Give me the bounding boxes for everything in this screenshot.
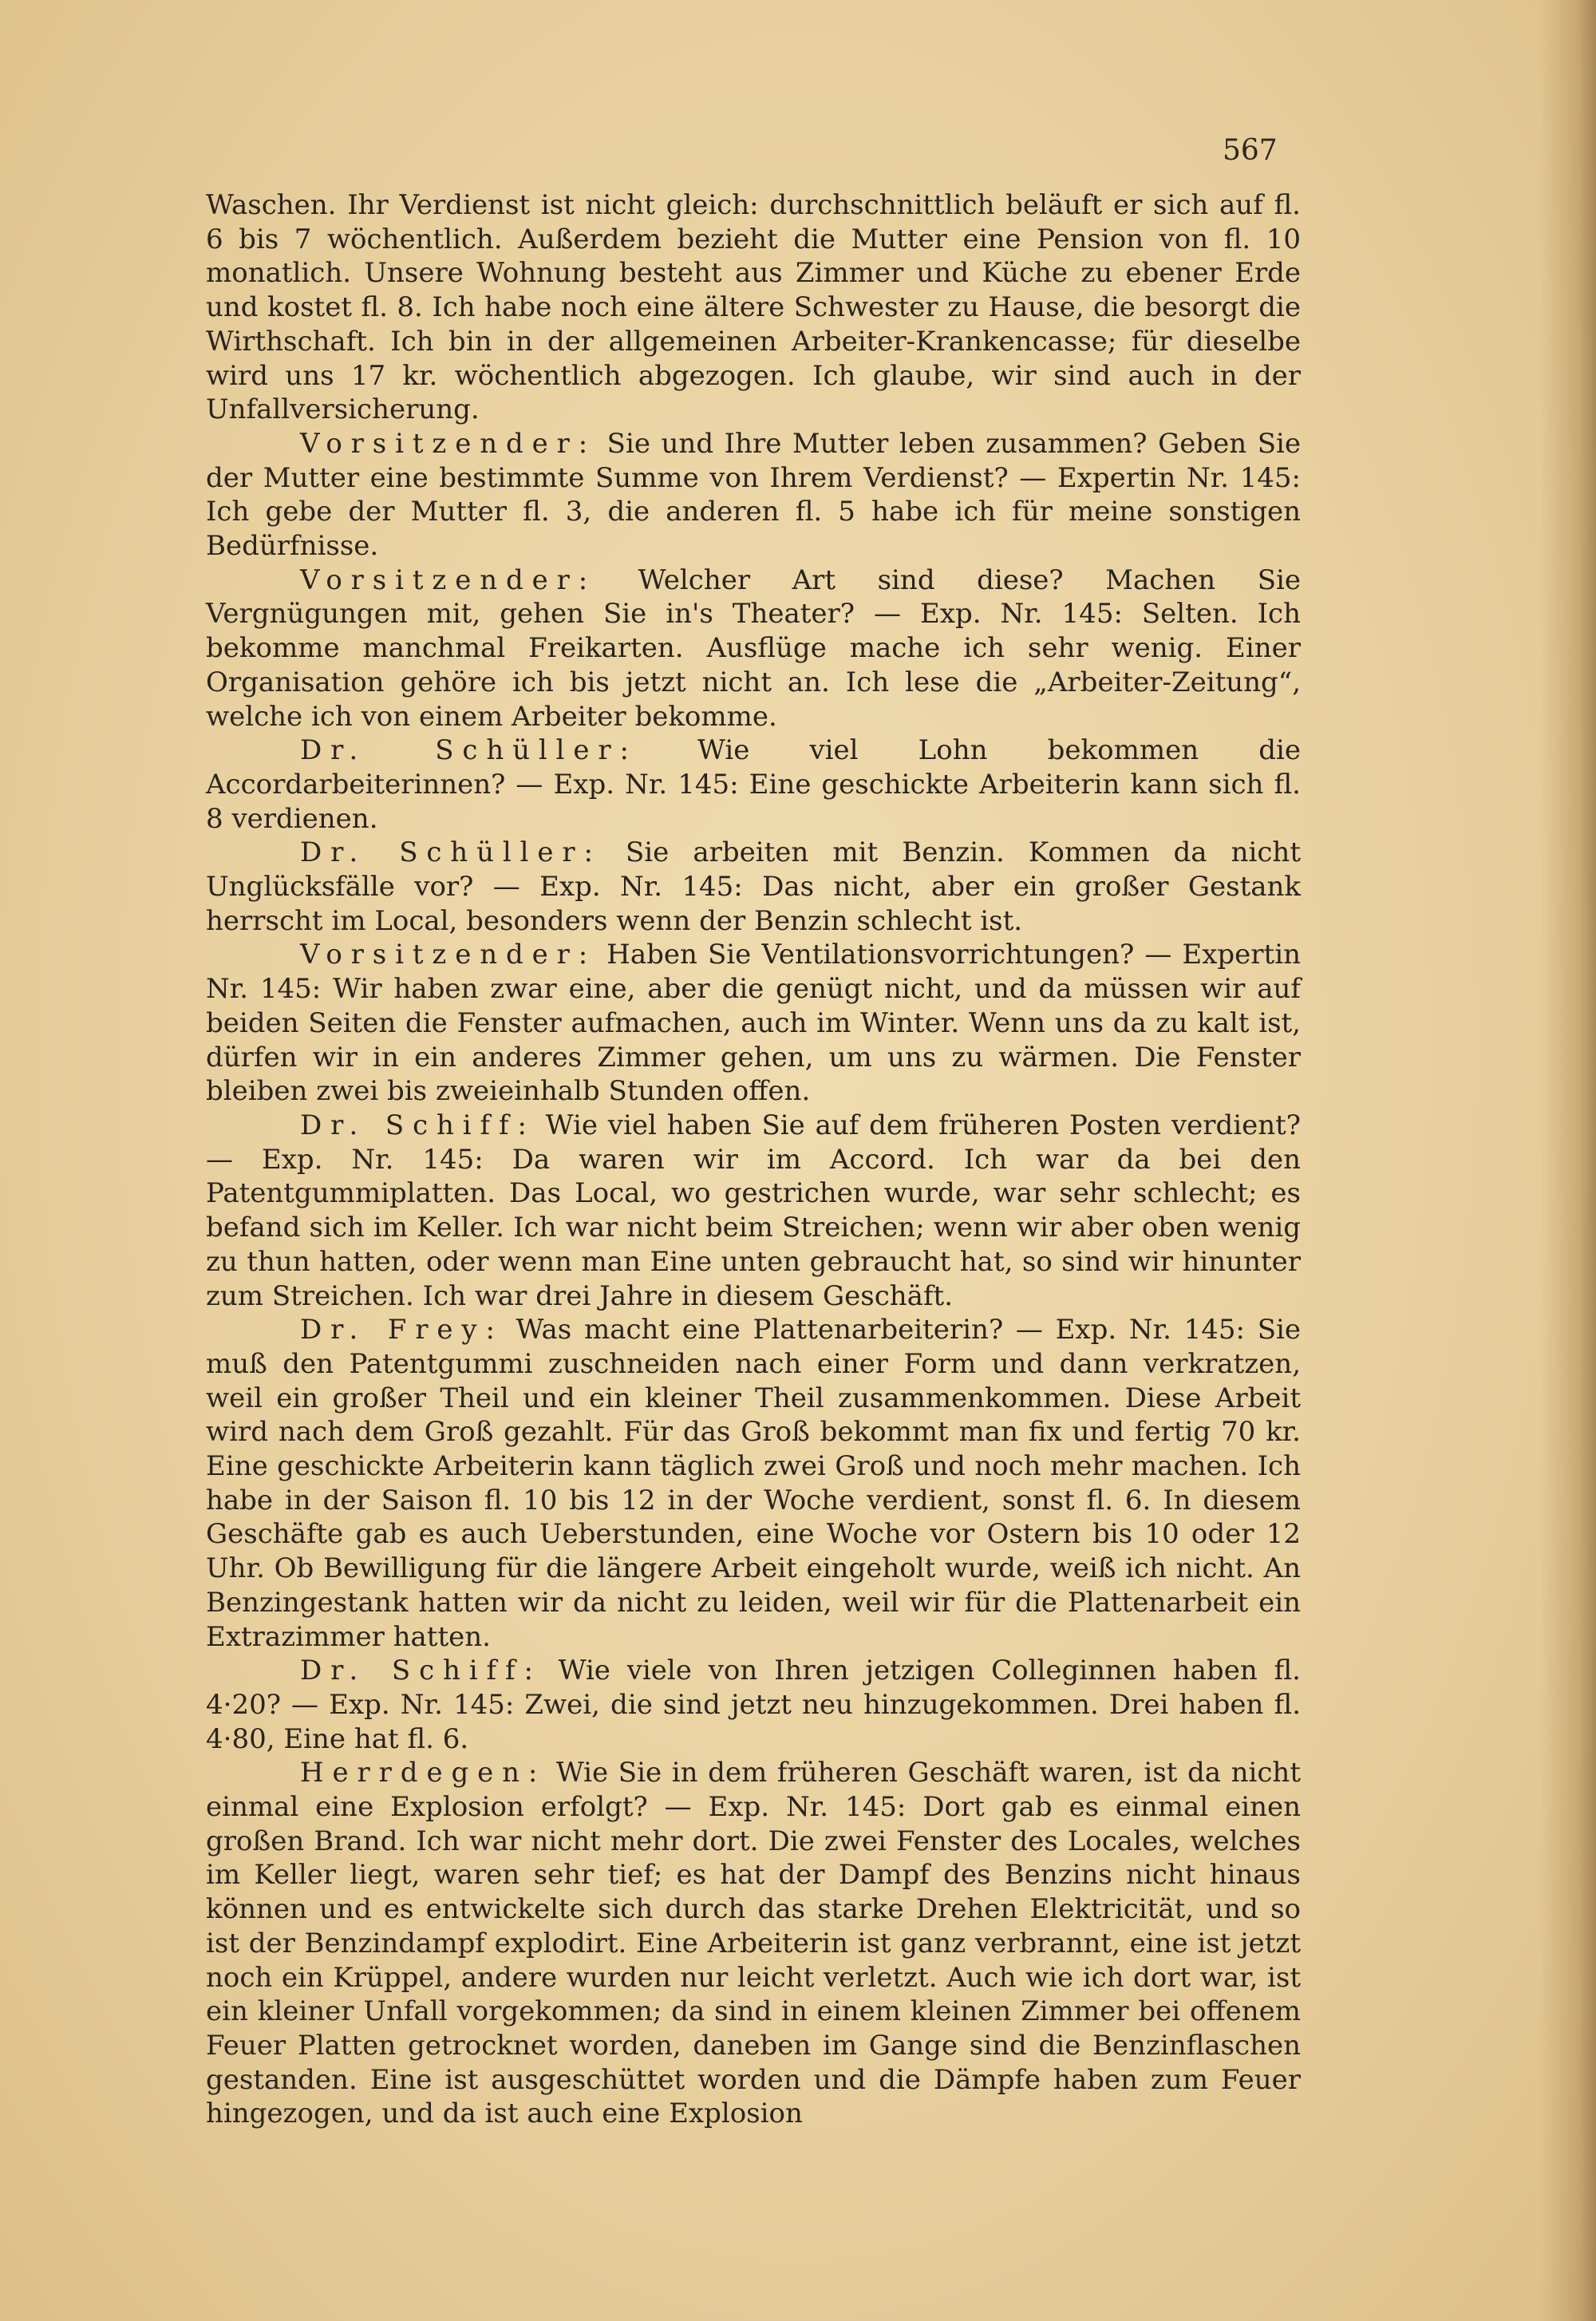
speaker-name: Dr. Schüller: xyxy=(300,836,602,869)
paragraph xyxy=(206,427,1301,563)
paragraph xyxy=(206,733,1301,836)
speaker-name: Herrdegen: xyxy=(300,1757,547,1789)
speaker-name: Dr. Schiff: xyxy=(300,1655,542,1687)
speaker-name: Vorsitzender: xyxy=(300,563,597,596)
paragraph xyxy=(206,1109,1301,1313)
body-text xyxy=(206,188,1301,2131)
paragraph xyxy=(206,1654,1301,1756)
paragraph-text: Sie arbeiten mit Benzin. Kommen da nicht Unglücksfälle vor? — Exp. Nr. 145: Das nicht, aber ein großer Gestank herrscht im Local, besonders wenn der Benzin schlecht ist. xyxy=(206,836,1301,937)
paragraph-text: Was macht eine Plattenarbeiterin? — Exp. Nr. 145: Sie muß den Patentgummi zuschneiden nach einer Form und dann verkratzen, weil ein großer Theil und ein kleiner Theil zusammenkommen. Diese Arbeit wird nach dem Groß gezahlt. Für das Groß bekommt man fix und fertig 70 kr. Eine geschickte Arbeiterin kann täglich zwei Groß und noch mehr machen. Ich habe in der Saison fl. 10 bis 12 in der Woche verdient, sonst fl. 6. In diesem Geschäfte gab es auch Ueberstunden, eine Woche vor Ostern bis 10 oder 12 Uhr. Ob Bewilligung für die längere Arbeit eingeholt wurde, weiß ich nicht. An Benzingestank hatten wir da nicht zu leiden, weil wir für die Plattenarbeit ein Extrazimmer hatten. xyxy=(206,1314,1301,1653)
paragraph xyxy=(206,938,1301,1109)
speaker-name: Vorsitzender: xyxy=(300,939,597,971)
paragraph xyxy=(206,1313,1301,1654)
paragraph-text: Sie und Ihre Mutter leben zusammen? Geben Sie der Mutter eine bestimmte Summe von Ihrem Verdienst? — Expertin Nr. 145: Ich gebe der Mutter fl. 3, die anderen fl. 5 habe ich für meine sonstigen Bedürfnisse. xyxy=(206,427,1301,563)
paragraph xyxy=(206,1756,1301,2131)
speaker-name: Dr. Frey: xyxy=(300,1314,504,1346)
paragraph xyxy=(206,188,1301,427)
page-edge-shadow xyxy=(1540,0,1596,2321)
speaker-name: Dr. Schüller: xyxy=(300,734,638,767)
page-number: 567 xyxy=(1223,134,1278,167)
speaker-name: Dr. Schiff: xyxy=(300,1109,535,1141)
paragraph xyxy=(206,563,1301,734)
speaker-name: Vorsitzender: xyxy=(300,427,597,460)
paragraph-text: Waschen. Ihr Verdienst ist nicht gleich: durchschnittlich beläuft er sich auf fl. 6 bis 7 wöchentlich. Außerdem bezieht die Mutter eine Pension von fl. 10 monatlich. Unsere Wohnung besteht aus Zimmer und Küche zu ebener Erde und kostet fl. 8. Ich habe noch eine ältere Schwester zu Hause, die besorgt die Wirthschaft. Ich bin in der allgemeinen Arbeiter-Krankencasse; für dieselbe wird uns 17 kr. wöchentlich abgezogen. Ich glaube, wir sind auch in der Unfallversicherung. xyxy=(206,189,1301,426)
paragraph-text: Wie viele von Ihren jetzigen Colleginnen haben fl. 4·20? — Exp. Nr. 145: Zwei, die sind jetzt neu hinzugekommen. Drei haben fl. 4·80, Eine hat fl. 6. xyxy=(206,1655,1301,1755)
paragraph xyxy=(206,836,1301,938)
paragraph-text: Haben Sie Ventilationsvorrichtungen? — Expertin Nr. 145: Wir haben zwar eine, aber die genügt nicht, und da müssen wir auf beiden Seiten die Fenster aufmachen, auch im Winter. Wenn uns da zu kalt ist, dürfen wir in ein anderes Zimmer gehen, um uns zu wärmen. Die Fenster bleiben zwei bis zweieinhalb Stunden offen. xyxy=(206,939,1301,1108)
paragraph-text: Welcher Art sind diese? Machen Sie Vergnügungen mit, gehen Sie in's Theater? — Exp. Nr. 145: Selten. Ich bekomme manchmal Freikarten. Ausflüge mache ich sehr wenig. Einer Organisation gehöre ich bis jetzt nicht an. Ich lese die „Arbeiter-Zeitung“, welche ich von einem Arbeiter bekomme. xyxy=(206,563,1301,733)
paragraph-text: Wie Sie in dem früheren Geschäft waren, ist da nicht einmal eine Explosion erfolgt? — Exp. Nr. 145: Dort gab es einmal einen großen Brand. Ich war nicht mehr dort. Die zwei Fenster des Locales, welches im Keller liegt, waren sehr tief; es hat der Dampf des Benzins nicht hinaus können und es entwickelte sich durch das starke Drehen Elektricität, und so ist der Benzindampf explodirt. Eine Arbeiterin ist ganz verbrannt, eine ist jetzt noch ein Krüppel, andere wurden nur leicht verletzt. Auch wie ich dort war, ist ein kleiner Unfall vorgekommen; da sind in einem kleinen Zimmer bei offenem Feuer Platten getrocknet worden, daneben im Gange sind die Benzinflaschen gestanden. Eine ist ausgeschüttet worden und die Dämpfe haben zum Feuer hingezogen, und da ist auch eine Explosion xyxy=(206,1757,1301,2130)
paragraph-text: Wie viel Lohn bekommen die Accordarbeiterinnen? — Exp. Nr. 145: Eine geschickte Arbeiterin kann sich fl. 8 verdienen. xyxy=(206,734,1301,835)
paragraph-text: Wie viel haben Sie auf dem früheren Posten verdient? — Exp. Nr. 145: Da waren wir im Accord. Ich war da bei den Patentgummiplatten. Das Local, wo gestrichen wurde, war sehr schlecht; es befand sich im Keller. Ich war nicht beim Streichen; wenn wir aber oben wenig zu thun hatten, oder wenn man Eine unten gebraucht hat, so sind wir hinunter zum Streichen. Ich war drei Jahre in diesem Geschäft. xyxy=(206,1109,1302,1312)
